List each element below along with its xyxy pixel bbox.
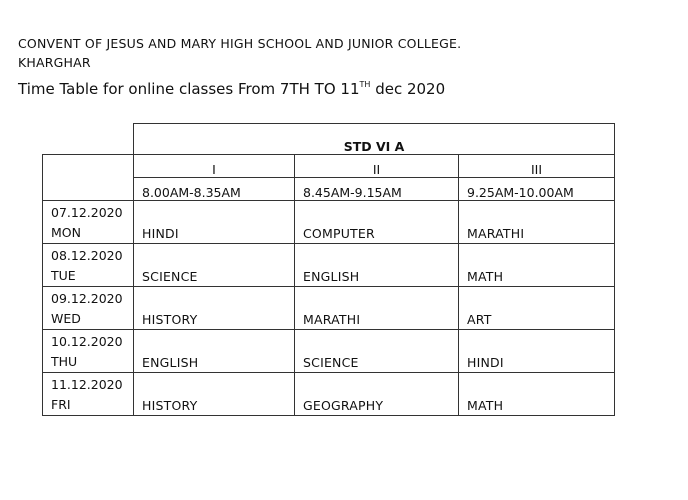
day-cell	[43, 287, 134, 330]
subtitle-suffix: dec 2020	[370, 80, 446, 98]
subject-cell: SCIENCE	[134, 244, 295, 287]
subject-cell: ENGLISH	[134, 330, 295, 373]
blank-corner-cell	[43, 155, 134, 201]
standard-title: STD VI A	[134, 124, 615, 155]
table-row	[43, 201, 615, 244]
subject-cell: ENGLISH	[295, 244, 459, 287]
date-label: 10.12.2020	[51, 334, 123, 349]
date-label: 07.12.2020	[51, 205, 123, 220]
subject-cell: MARATHI	[295, 287, 459, 330]
weekday-label: WED	[51, 311, 81, 326]
subject-cell: MATH	[459, 244, 615, 287]
school-location: KHARGHAR	[18, 55, 91, 70]
period-header: I	[134, 155, 295, 178]
subject-cell: COMPUTER	[295, 201, 459, 244]
day-cell	[43, 373, 134, 416]
blank-corner	[43, 124, 134, 155]
period-time: 9.25AM-10.00AM	[459, 178, 615, 201]
period-header: II	[295, 155, 459, 178]
period-time: 8.45AM-9.15AM	[295, 178, 459, 201]
subject-cell: MARATHI	[459, 201, 615, 244]
table-row	[43, 287, 615, 330]
date-label: 09.12.2020	[51, 291, 123, 306]
period-row	[43, 155, 615, 178]
weekday-label: THU	[51, 354, 78, 369]
date-label: 08.12.2020	[51, 248, 123, 263]
subject-cell: HINDI	[459, 330, 615, 373]
weekday-label: FRI	[51, 397, 71, 412]
subject-cell: ART	[459, 287, 615, 330]
weekday-label: MON	[51, 225, 81, 240]
subtitle-superscript: TH	[359, 80, 371, 89]
period-time: 8.00AM-8.35AM	[134, 178, 295, 201]
document-header	[18, 34, 461, 101]
subject-cell: SCIENCE	[295, 330, 459, 373]
subject-cell: GEOGRAPHY	[295, 373, 459, 416]
subject-cell: MATH	[459, 373, 615, 416]
period-header: III	[459, 155, 615, 178]
day-cell	[43, 330, 134, 373]
date-label: 11.12.2020	[51, 377, 123, 392]
weekday-label: TUE	[51, 268, 76, 283]
subject-cell: HISTORY	[134, 287, 295, 330]
table-row	[43, 373, 615, 416]
timetable-subtitle	[18, 73, 461, 101]
subject-cell: HINDI	[134, 201, 295, 244]
day-cell	[43, 201, 134, 244]
timetable	[42, 123, 615, 416]
table-row	[43, 330, 615, 373]
table-row	[43, 244, 615, 287]
subject-cell: HISTORY	[134, 373, 295, 416]
day-cell	[43, 244, 134, 287]
standard-row	[43, 124, 615, 155]
subtitle-prefix: Time Table for online classes From 7TH TO 11	[18, 80, 360, 98]
school-name: CONVENT OF JESUS AND MARY HIGH SCHOOL AND JUNIOR COLLEGE.	[18, 36, 462, 51]
